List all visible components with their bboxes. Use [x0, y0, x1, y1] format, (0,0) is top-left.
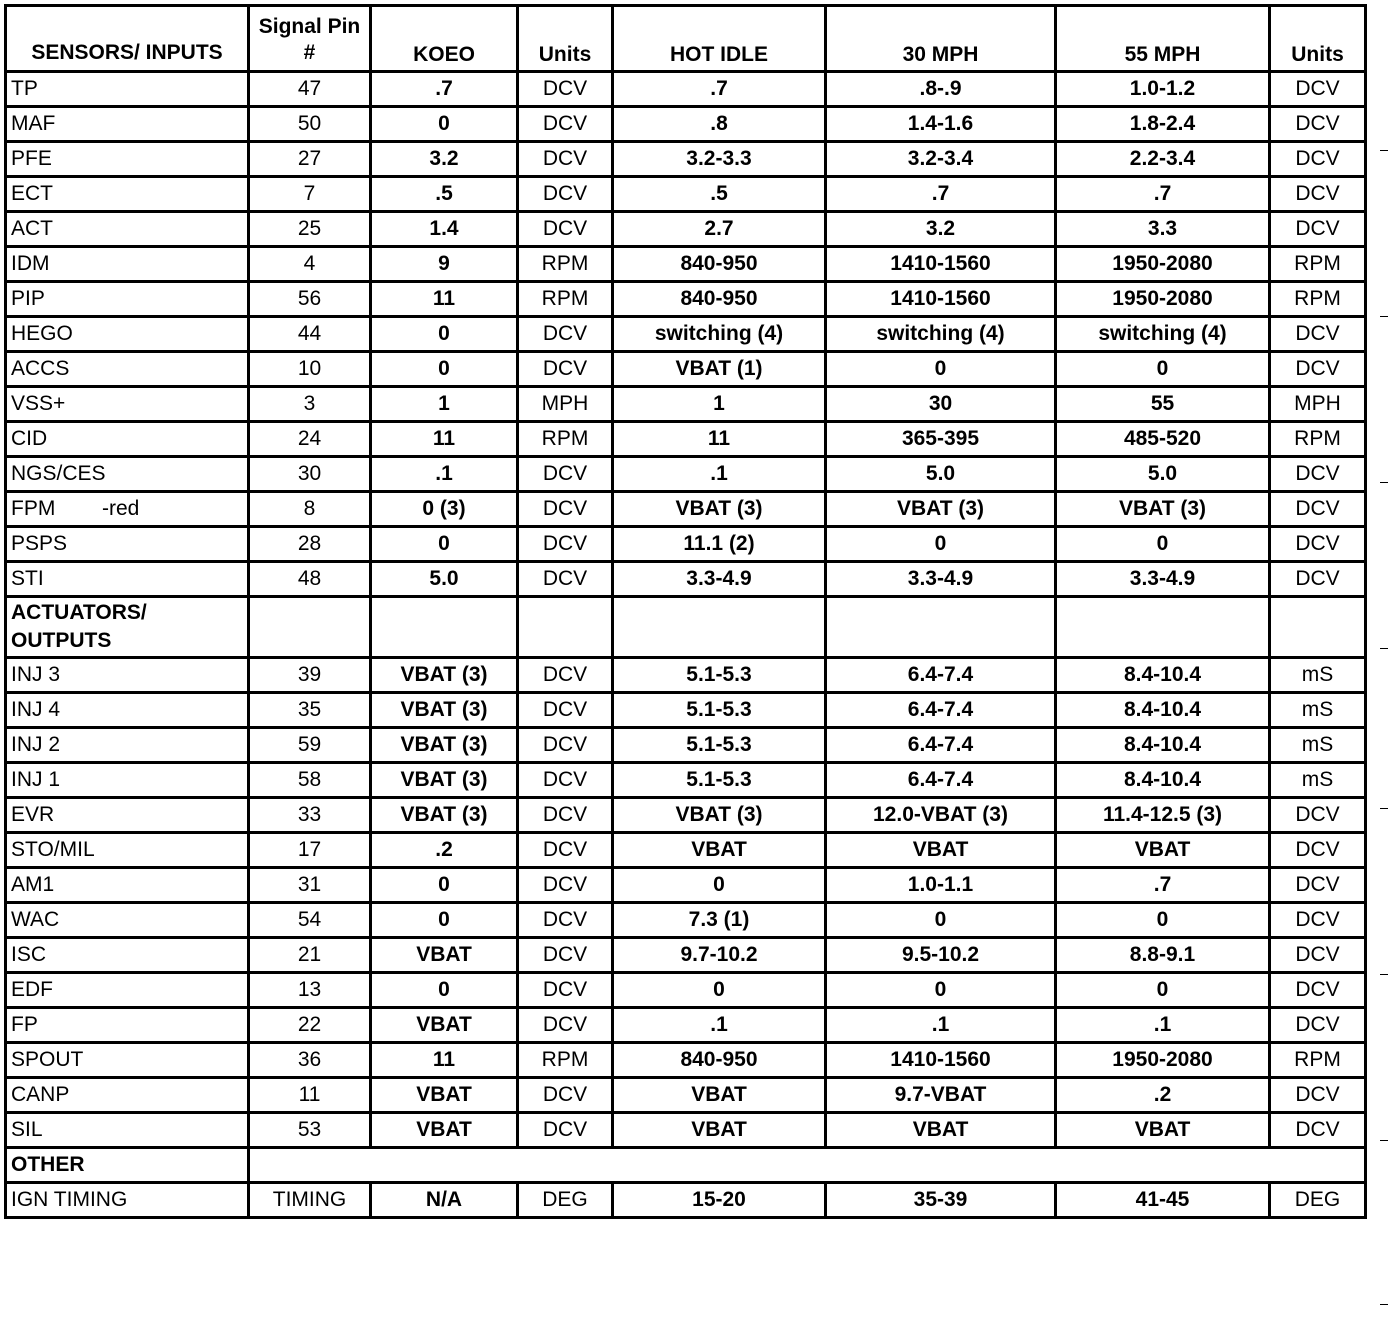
header-units: Units [518, 6, 613, 72]
cell-hot-idle-value: 5.1-5.3 [613, 728, 826, 763]
cell-signal-name: PSPS [6, 527, 249, 562]
cell-koeo-value: 0 [371, 317, 518, 352]
cell-signal-name: EDF [6, 973, 249, 1008]
cell-signal-pin: 10 [249, 352, 371, 387]
cell-units: DCV [518, 352, 613, 387]
cell-units-2: DCV [1270, 938, 1366, 973]
actuators-section [6, 597, 1366, 658]
cell-signal-pin: 28 [249, 527, 371, 562]
cell-hot-idle-value: .8 [613, 107, 826, 142]
cell-hot-idle-value: 9.7-10.2 [613, 938, 826, 973]
cell-55mph-value: 8.8-9.1 [1056, 938, 1270, 973]
table-row [6, 177, 1366, 212]
cell-signal-name: PIP [6, 282, 249, 317]
table-row [6, 1078, 1366, 1113]
cell-signal-name: HEGO [6, 317, 249, 352]
cell-units-2: DCV [1270, 492, 1366, 527]
cell-units-2: MPH [1270, 387, 1366, 422]
cell-units-2: DCV [1270, 903, 1366, 938]
cell-hot-idle-value: 5.1-5.3 [613, 658, 826, 693]
cell-signal-pin: 58 [249, 763, 371, 798]
cell-units: DCV [518, 938, 613, 973]
cell-koeo-value: VBAT [371, 1113, 518, 1148]
cell-koeo-value: 0 [371, 868, 518, 903]
cell-units: DCV [518, 693, 613, 728]
header-signal-pin: Signal Pin # [249, 6, 371, 72]
header-sensors: SENSORS/ INPUTS [6, 6, 249, 72]
margin-tick [1380, 648, 1388, 649]
cell-hot-idle-value: VBAT [613, 1113, 826, 1148]
cell-hot-idle-value: 5.1-5.3 [613, 763, 826, 798]
cell-koeo-value: .2 [371, 833, 518, 868]
table-row [6, 1008, 1366, 1043]
cell-koeo-value: 0 [371, 973, 518, 1008]
table-row [6, 1043, 1366, 1078]
table-row [6, 868, 1366, 903]
cell-units-2: mS [1270, 658, 1366, 693]
cell-units: RPM [518, 282, 613, 317]
cell-55mph-value: 1950-2080 [1056, 282, 1270, 317]
cell-hot-idle-value: 11.1 (2) [613, 527, 826, 562]
cell-units: DCV [518, 457, 613, 492]
cell-hot-idle-value: 0 [613, 973, 826, 1008]
cell-30mph-value: 3.2 [826, 212, 1056, 247]
cell-signal-name: INJ 4 [6, 693, 249, 728]
cell-units-2: DCV [1270, 142, 1366, 177]
cell-units-2: DCV [1270, 527, 1366, 562]
cell-units-2: DCV [1270, 1113, 1366, 1148]
table-row [6, 107, 1366, 142]
cell-30mph-value: VBAT [826, 1113, 1056, 1148]
cell-55mph-value: 485-520 [1056, 422, 1270, 457]
other-label: OTHER [6, 1148, 249, 1183]
cell-signal-pin: 35 [249, 693, 371, 728]
cell-units-2: mS [1270, 693, 1366, 728]
cell-hot-idle-value: 3.2-3.3 [613, 142, 826, 177]
table-row [6, 492, 1366, 527]
cell-55mph-value: 5.0 [1056, 457, 1270, 492]
table-row [6, 1183, 1366, 1218]
cell-signal-pin: 24 [249, 422, 371, 457]
cell-signal-name: AM1 [6, 868, 249, 903]
actuator-rows [6, 658, 1366, 1148]
cell-koeo-value: 11 [371, 1043, 518, 1078]
cell-units-2: DCV [1270, 1008, 1366, 1043]
cell-units-2: mS [1270, 728, 1366, 763]
cell-signal-name: ACCS [6, 352, 249, 387]
cell-55mph-value: .7 [1056, 177, 1270, 212]
cell-signal-pin: 54 [249, 903, 371, 938]
cell-units: DCV [518, 1078, 613, 1113]
cell-55mph-value: 41-45 [1056, 1183, 1270, 1218]
table-row [6, 658, 1366, 693]
cell-signal-pin: 39 [249, 658, 371, 693]
cell-signal-pin: 8 [249, 492, 371, 527]
cell-units: DCV [518, 798, 613, 833]
header-row [6, 6, 1366, 72]
table-row [6, 938, 1366, 973]
cell-signal-name: IDM [6, 247, 249, 282]
cell-hot-idle-value: 840-950 [613, 1043, 826, 1078]
cell-55mph-value: 8.4-10.4 [1056, 728, 1270, 763]
cell-hot-idle-value: VBAT (1) [613, 352, 826, 387]
cell-units: DCV [518, 177, 613, 212]
cell-koeo-value: 0 [371, 527, 518, 562]
cell-30mph-value: 30 [826, 387, 1056, 422]
cell-hot-idle-value: 840-950 [613, 247, 826, 282]
cell-signal-name: STO/MIL [6, 833, 249, 868]
header-55mph: 55 MPH [1056, 6, 1270, 72]
cell-30mph-value: 1410-1560 [826, 1043, 1056, 1078]
cell-units-2: RPM [1270, 422, 1366, 457]
cell-hot-idle-value: VBAT (3) [613, 798, 826, 833]
cell-units: RPM [518, 247, 613, 282]
cell-signal-name: FPM -red [6, 492, 249, 527]
cell-hot-idle-value: 11 [613, 422, 826, 457]
cell-signal-name: STI [6, 562, 249, 597]
cell-koeo-value: VBAT [371, 1008, 518, 1043]
cell-units-2: RPM [1270, 282, 1366, 317]
cell-units-2: DCV [1270, 798, 1366, 833]
cell-30mph-value: 1410-1560 [826, 247, 1056, 282]
cell-hot-idle-value: 1 [613, 387, 826, 422]
margin-tick [1380, 808, 1388, 809]
margin-tick [1380, 482, 1388, 483]
cell-signal-name: SIL [6, 1113, 249, 1148]
cell-signal-pin: 25 [249, 212, 371, 247]
cell-units-2: RPM [1270, 1043, 1366, 1078]
cell-55mph-value: 2.2-3.4 [1056, 142, 1270, 177]
cell-signal-pin: 56 [249, 282, 371, 317]
cell-koeo-value: VBAT (3) [371, 763, 518, 798]
cell-units: DCV [518, 317, 613, 352]
cell-30mph-value: 3.3-4.9 [826, 562, 1056, 597]
table-row [6, 798, 1366, 833]
cell-55mph-value: VBAT [1056, 833, 1270, 868]
cell-koeo-value: .1 [371, 457, 518, 492]
cell-signal-name: SPOUT [6, 1043, 249, 1078]
cell-hot-idle-value: switching (4) [613, 317, 826, 352]
cell-koeo-value: 1.4 [371, 212, 518, 247]
cell-signal-pin: 36 [249, 1043, 371, 1078]
cell-hot-idle-value: 5.1-5.3 [613, 693, 826, 728]
cell-koeo-value: VBAT (3) [371, 693, 518, 728]
cell-signal-pin: 50 [249, 107, 371, 142]
cell-units-2: DCV [1270, 317, 1366, 352]
cell-koeo-value: 0 [371, 903, 518, 938]
table-row [6, 457, 1366, 492]
cell-55mph-value: VBAT (3) [1056, 492, 1270, 527]
cell-units: DCV [518, 903, 613, 938]
cell-signal-pin: 27 [249, 142, 371, 177]
cell-signal-name: ACT [6, 212, 249, 247]
cell-hot-idle-value: 840-950 [613, 282, 826, 317]
diagnostic-values-table [4, 4, 1367, 1219]
cell-koeo-value: .7 [371, 72, 518, 107]
cell-units-2: DCV [1270, 457, 1366, 492]
cell-signal-pin: 13 [249, 973, 371, 1008]
cell-hot-idle-value: 0 [613, 868, 826, 903]
cell-hot-idle-value: 2.7 [613, 212, 826, 247]
table-row [6, 282, 1366, 317]
other-header-row [6, 1148, 1366, 1183]
actuators-header-row [6, 597, 1366, 658]
cell-units: RPM [518, 422, 613, 457]
other-section [6, 1148, 1366, 1183]
cell-signal-pin: 4 [249, 247, 371, 282]
cell-signal-name: FP [6, 1008, 249, 1043]
cell-30mph-value: 9.5-10.2 [826, 938, 1056, 973]
cell-30mph-value: 0 [826, 352, 1056, 387]
cell-signal-name: INJ 3 [6, 658, 249, 693]
cell-55mph-value: 1950-2080 [1056, 1043, 1270, 1078]
cell-55mph-value: .1 [1056, 1008, 1270, 1043]
table-row [6, 728, 1366, 763]
cell-hot-idle-value: 7.3 (1) [613, 903, 826, 938]
cell-koeo-value: VBAT (3) [371, 798, 518, 833]
cell-30mph-value: 12.0-VBAT (3) [826, 798, 1056, 833]
cell-signal-name: PFE [6, 142, 249, 177]
cell-55mph-value: 8.4-10.4 [1056, 658, 1270, 693]
cell-signal-name: WAC [6, 903, 249, 938]
cell-signal-pin: 33 [249, 798, 371, 833]
header-koeo: KOEO [371, 6, 518, 72]
cell-55mph-value: 3.3-4.9 [1056, 562, 1270, 597]
cell-55mph-value: 3.3 [1056, 212, 1270, 247]
cell-koeo-value: 0 [371, 107, 518, 142]
cell-hot-idle-value: VBAT [613, 833, 826, 868]
table-row [6, 247, 1366, 282]
cell-55mph-value: 55 [1056, 387, 1270, 422]
cell-units-2: DCV [1270, 833, 1366, 868]
cell-signal-pin: 47 [249, 72, 371, 107]
cell-hot-idle-value: 3.3-4.9 [613, 562, 826, 597]
cell-signal-pin: 31 [249, 868, 371, 903]
actuators-label: ACTUATORS/ OUTPUTS [6, 597, 249, 658]
cell-55mph-value: 8.4-10.4 [1056, 693, 1270, 728]
cell-units: DCV [518, 763, 613, 798]
cell-units-2: RPM [1270, 247, 1366, 282]
margin-tick [1380, 1304, 1388, 1305]
cell-30mph-value: 0 [826, 973, 1056, 1008]
cell-30mph-value: .7 [826, 177, 1056, 212]
cell-signal-pin: 3 [249, 387, 371, 422]
cell-koeo-value: 1 [371, 387, 518, 422]
cell-30mph-value: 6.4-7.4 [826, 658, 1056, 693]
cell-30mph-value: 1.4-1.6 [826, 107, 1056, 142]
cell-signal-pin: 21 [249, 938, 371, 973]
cell-signal-name: CANP [6, 1078, 249, 1113]
table-row [6, 317, 1366, 352]
cell-units: DCV [518, 527, 613, 562]
cell-units-2: DCV [1270, 107, 1366, 142]
cell-units: DCV [518, 492, 613, 527]
header-30mph: 30 MPH [826, 6, 1056, 72]
cell-30mph-value: 3.2-3.4 [826, 142, 1056, 177]
cell-units: DCV [518, 72, 613, 107]
cell-koeo-value: 5.0 [371, 562, 518, 597]
cell-30mph-value: 6.4-7.4 [826, 728, 1056, 763]
cell-signal-name: MAF [6, 107, 249, 142]
cell-signal-pin: 44 [249, 317, 371, 352]
table-row [6, 693, 1366, 728]
cell-signal-name: TP [6, 72, 249, 107]
cell-units: DCV [518, 973, 613, 1008]
cell-signal-name: INJ 1 [6, 763, 249, 798]
cell-30mph-value: 0 [826, 903, 1056, 938]
cell-koeo-value: 0 [371, 352, 518, 387]
other-rows [6, 1183, 1366, 1218]
cell-30mph-value: 6.4-7.4 [826, 693, 1056, 728]
table-row [6, 72, 1366, 107]
header-units-2: Units [1270, 6, 1366, 72]
cell-30mph-value: 365-395 [826, 422, 1056, 457]
cell-signal-name: EVR [6, 798, 249, 833]
cell-koeo-value: 0 (3) [371, 492, 518, 527]
cell-30mph-value: 9.7-VBAT [826, 1078, 1056, 1113]
table-row [6, 422, 1366, 457]
cell-units-2: DCV [1270, 352, 1366, 387]
cell-signal-pin: 48 [249, 562, 371, 597]
cell-signal-pin: 11 [249, 1078, 371, 1113]
cell-hot-idle-value: 15-20 [613, 1183, 826, 1218]
margin-tick [1380, 974, 1388, 975]
cell-55mph-value: VBAT [1056, 1113, 1270, 1148]
cell-units: DCV [518, 658, 613, 693]
cell-signal-name: ISC [6, 938, 249, 973]
cell-units: DCV [518, 1008, 613, 1043]
cell-55mph-value: 1.8-2.4 [1056, 107, 1270, 142]
margin-tick [1380, 316, 1388, 317]
cell-signal-pin: TIMING [249, 1183, 371, 1218]
cell-55mph-value: 8.4-10.4 [1056, 763, 1270, 798]
table-row [6, 212, 1366, 247]
cell-koeo-value: VBAT (3) [371, 728, 518, 763]
cell-signal-name: CID [6, 422, 249, 457]
cell-55mph-value: 0 [1056, 903, 1270, 938]
cell-units-2: DCV [1270, 1078, 1366, 1113]
cell-30mph-value: VBAT [826, 833, 1056, 868]
table-row [6, 973, 1366, 1008]
cell-units: RPM [518, 1043, 613, 1078]
cell-55mph-value: 0 [1056, 973, 1270, 1008]
table-row [6, 833, 1366, 868]
cell-koeo-value: 11 [371, 422, 518, 457]
cell-55mph-value: 11.4-12.5 (3) [1056, 798, 1270, 833]
cell-signal-name: ECT [6, 177, 249, 212]
cell-hot-idle-value: .7 [613, 72, 826, 107]
cell-units-2: DCV [1270, 212, 1366, 247]
cell-30mph-value: 6.4-7.4 [826, 763, 1056, 798]
cell-signal-name: NGS/CES [6, 457, 249, 492]
cell-signal-pin: 59 [249, 728, 371, 763]
cell-signal-pin: 7 [249, 177, 371, 212]
cell-30mph-value: 5.0 [826, 457, 1056, 492]
cell-units: DCV [518, 107, 613, 142]
cell-hot-idle-value: .5 [613, 177, 826, 212]
table-row [6, 352, 1366, 387]
cell-30mph-value: 35-39 [826, 1183, 1056, 1218]
cell-units-2: DCV [1270, 562, 1366, 597]
cell-55mph-value: 0 [1056, 527, 1270, 562]
cell-units: DCV [518, 833, 613, 868]
cell-units: DCV [518, 728, 613, 763]
cell-signal-name: VSS+ [6, 387, 249, 422]
cell-units-2: DCV [1270, 973, 1366, 1008]
cell-units: DEG [518, 1183, 613, 1218]
cell-30mph-value: .1 [826, 1008, 1056, 1043]
cell-units: DCV [518, 142, 613, 177]
cell-units-2: mS [1270, 763, 1366, 798]
cell-hot-idle-value: .1 [613, 1008, 826, 1043]
table-row [6, 387, 1366, 422]
cell-55mph-value: switching (4) [1056, 317, 1270, 352]
table-row [6, 763, 1366, 798]
cell-units-2: DCV [1270, 177, 1366, 212]
cell-signal-pin: 22 [249, 1008, 371, 1043]
cell-units: DCV [518, 868, 613, 903]
cell-30mph-value: 0 [826, 527, 1056, 562]
table-row [6, 527, 1366, 562]
header-hot-idle: HOT IDLE [613, 6, 826, 72]
cell-koeo-value: .5 [371, 177, 518, 212]
margin-tick [1380, 1140, 1388, 1141]
cell-55mph-value: .7 [1056, 868, 1270, 903]
cell-units-2: DCV [1270, 72, 1366, 107]
table-row [6, 903, 1366, 938]
cell-30mph-value: .8-.9 [826, 72, 1056, 107]
cell-units: DCV [518, 1113, 613, 1148]
cell-55mph-value: .2 [1056, 1078, 1270, 1113]
table-row [6, 1113, 1366, 1148]
margin-tick [1380, 150, 1388, 151]
cell-koeo-value: VBAT [371, 1078, 518, 1113]
cell-koeo-value: 11 [371, 282, 518, 317]
cell-signal-name: INJ 2 [6, 728, 249, 763]
table-row [6, 562, 1366, 597]
cell-koeo-value: N/A [371, 1183, 518, 1218]
cell-koeo-value: VBAT [371, 938, 518, 973]
cell-signal-name: IGN TIMING [6, 1183, 249, 1218]
cell-units-2: DEG [1270, 1183, 1366, 1218]
cell-30mph-value: 1410-1560 [826, 282, 1056, 317]
cell-30mph-value: 1.0-1.1 [826, 868, 1056, 903]
cell-30mph-value: VBAT (3) [826, 492, 1056, 527]
cell-55mph-value: 1950-2080 [1056, 247, 1270, 282]
cell-signal-pin: 30 [249, 457, 371, 492]
cell-hot-idle-value: .1 [613, 457, 826, 492]
cell-koeo-value: 9 [371, 247, 518, 282]
cell-units: MPH [518, 387, 613, 422]
cell-55mph-value: 1.0-1.2 [1056, 72, 1270, 107]
cell-units: DCV [518, 212, 613, 247]
cell-55mph-value: 0 [1056, 352, 1270, 387]
cell-signal-pin: 17 [249, 833, 371, 868]
cell-units-2: DCV [1270, 868, 1366, 903]
sensor-rows [6, 72, 1366, 597]
cell-hot-idle-value: VBAT [613, 1078, 826, 1113]
cell-signal-pin: 53 [249, 1113, 371, 1148]
cell-koeo-value: VBAT (3) [371, 658, 518, 693]
cell-30mph-value: switching (4) [826, 317, 1056, 352]
cell-koeo-value: 3.2 [371, 142, 518, 177]
cell-hot-idle-value: VBAT (3) [613, 492, 826, 527]
table-row [6, 142, 1366, 177]
cell-units: DCV [518, 562, 613, 597]
